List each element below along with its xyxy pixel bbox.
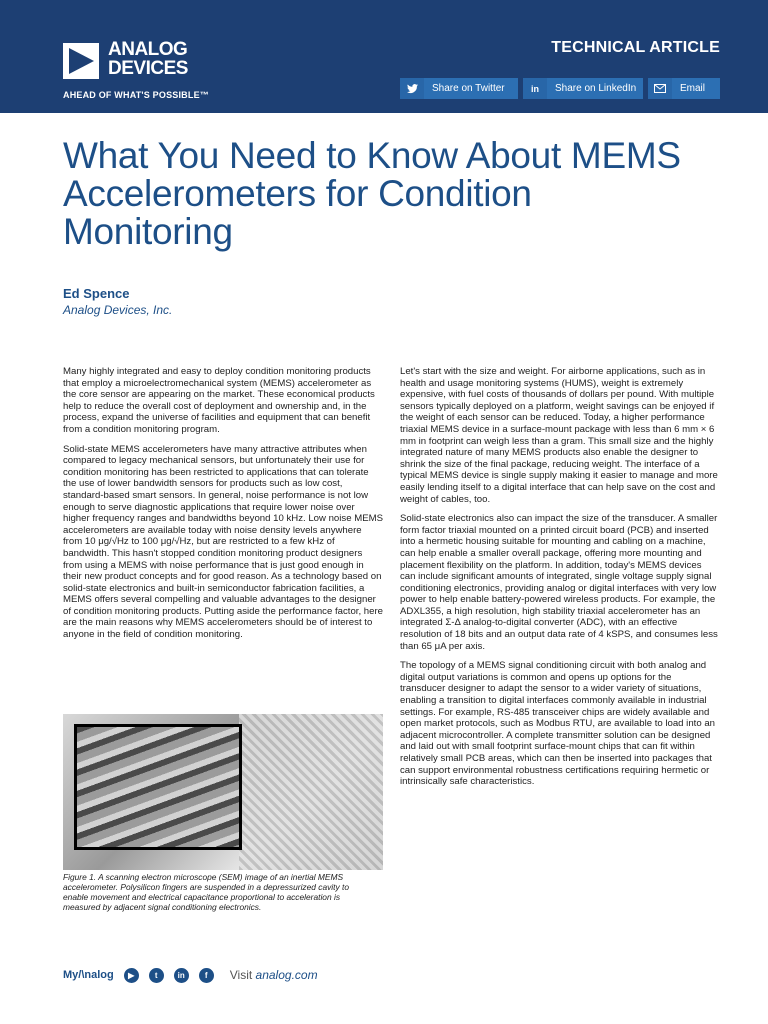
tagline: AHEAD OF WHAT'S POSSIBLE™ [63, 90, 209, 100]
visit-label: Visit [229, 968, 253, 982]
youtube-icon[interactable]: ▶ [124, 968, 139, 983]
share-email-label: Email [680, 83, 706, 94]
body-paragraph: Solid-state MEMS accelerometers have many attractive attributes when compared to legacy mechanical sensors, but unfortunately their use for condition monitoring has been restricted to applications that can tolerate the use of lower bandwidth sensors for products such as low cost, standard-based smart sensors. In general, noise performance is not low enough to serve diagnostic applications that require lower noise over higher frequency ranges and bandwidths beyond 10 kHz. Low noise MEMS accelerometers are available today with noise density levels anywhere from 10 μg/√Hz to 100 μg/√Hz, but are restricted to a few kHz of bandwidth. This hasn't stopped condition monitoring product designers from using a MEMS with noise performance that is just good enough in their new product concepts and for good reason. As a technology based on solid-state electronics and built-in semiconductor fabrication facilities, a MEMS offers several compelling and valuable advantages to the designer of condition monitoring products. Putting aside the performance factor, here are the main reasons why MEMS accelerometers should be of interest to anyone in the field of condition monitoring. [63, 443, 383, 641]
body-paragraph: The topology of a MEMS signal conditioning circuit with both analog and digital output variations is common and opens up options for the transducer designer to adapt the sensor to a wider variety of situations, enabling a transition to digital interfaces commonly available in industrial settings. For example, RS-485 transceiver chips are widely available and open market protocols, such as Modbus RTU, are available to load into an adjacent microcontroller. A complete transmitter solution can be designed and laid out with small footprint surface-mount chips that can fit within relatively small PCB areas, which can then be inserted into packages that can support environmental robustness certifications requiring hermetic or intrinsically safe characteristics. [400, 660, 715, 788]
sem-image-background [239, 714, 383, 870]
myanalog-logo[interactable]: My/\nalog [63, 969, 114, 981]
sem-image-figure [63, 714, 383, 870]
logo-line-2: DEVICES [108, 58, 188, 79]
author-affiliation: Analog Devices, Inc. [63, 303, 173, 317]
doc-type-label: TECHNICAL ARTICLE [551, 39, 720, 56]
linkedin-icon[interactable]: in [174, 968, 189, 983]
footer [63, 966, 318, 984]
header-banner [0, 0, 768, 113]
share-email-button[interactable] [648, 78, 720, 99]
facebook-icon[interactable]: f [199, 968, 214, 983]
linkedin-icon: in [523, 78, 547, 99]
body-paragraph: Let's start with the size and weight. For airborne applications, such as in health and usage monitoring systems (HUMS), weight is extremely expensive, with fuel costs of thousands of dollars per pound. With multiple sensors typically deployed on a platform, weight savings can be enjoyed if the weight of each sensor can be reduced. Today, a higher performance triaxial MEMS device in a surface-mount package with less than 6 mm × 6 mm in footprint can weigh less than a gram. This small size and the highly integrated nature of many MEMS products also enable the designer to shrink the size of the final package, reducing weight. The interface of a typical MEMS device is single supply making it easier to manage and more easily lending itself to a digital interface that can help save on the cost and weight of cables, too. [400, 366, 718, 505]
analog-devices-logo-icon[interactable] [63, 43, 99, 79]
logo-text[interactable] [108, 40, 188, 78]
share-linkedin-label: Share on LinkedIn [555, 83, 637, 94]
twitter-icon [400, 78, 424, 99]
logo-line-1: ANALOG [108, 39, 188, 60]
body-column-left [63, 366, 383, 649]
sem-image-inset [74, 724, 242, 850]
body-paragraph: Many highly integrated and easy to deploy condition monitoring products that employ a microelectromechanical system (MEMS) accelerometer as the core sensor are appearing on the market. These economical products help to reduce the overall cost of deployment and ownership and, in the process, expand the universe of facilities and equipment that can benefit from a condition monitoring program. [63, 366, 375, 435]
figure-caption: Figure 1. A scanning electron microscope (SEM) image of an inertial MEMS accelerometer. Polysilicon fingers are suspended in a depressurized cavity to enable movement and electrical capacitance proportional to acceleration is measured by adjacent signal conditioning electronics. [63, 872, 349, 912]
article-title: What You Need to Know About MEMS Accelerometers for Condition Monitoring [63, 135, 681, 252]
twitter-icon[interactable]: t [149, 968, 164, 983]
share-twitter-button[interactable] [400, 78, 518, 99]
author-name: Ed Spence [63, 286, 130, 301]
body-column-right [400, 366, 718, 796]
body-paragraph: Solid-state electronics also can impact the size of the transducer. A smaller form factor triaxial mounted on a printed circuit board (PCB) and inserted into a hermetic housing suitable for mounting and cabling on a machine, can help enable a smaller overall package, offering more mounting and placement flexibility on the platform. In addition, today's MEMS devices can include significant amounts of integrated, single voltage supply signal conditioning electronics, providing analog or digital interfaces with very low power to help enable battery-powered wireless products. For example, the ADXL355, a high resolution, high stability triaxial accelerometer has an integrated Σ-Δ analog-to-digital converter (ADC), with an effective resolution of 18 bits and an output data rate of 4 kSPS, and consumes less than 65 μA per axis. [400, 513, 718, 652]
share-twitter-label: Share on Twitter [432, 83, 505, 94]
website-link[interactable]: analog.com [255, 968, 318, 982]
visit-text [230, 968, 318, 982]
share-linkedin-button[interactable] [523, 78, 643, 99]
email-icon [648, 78, 672, 99]
